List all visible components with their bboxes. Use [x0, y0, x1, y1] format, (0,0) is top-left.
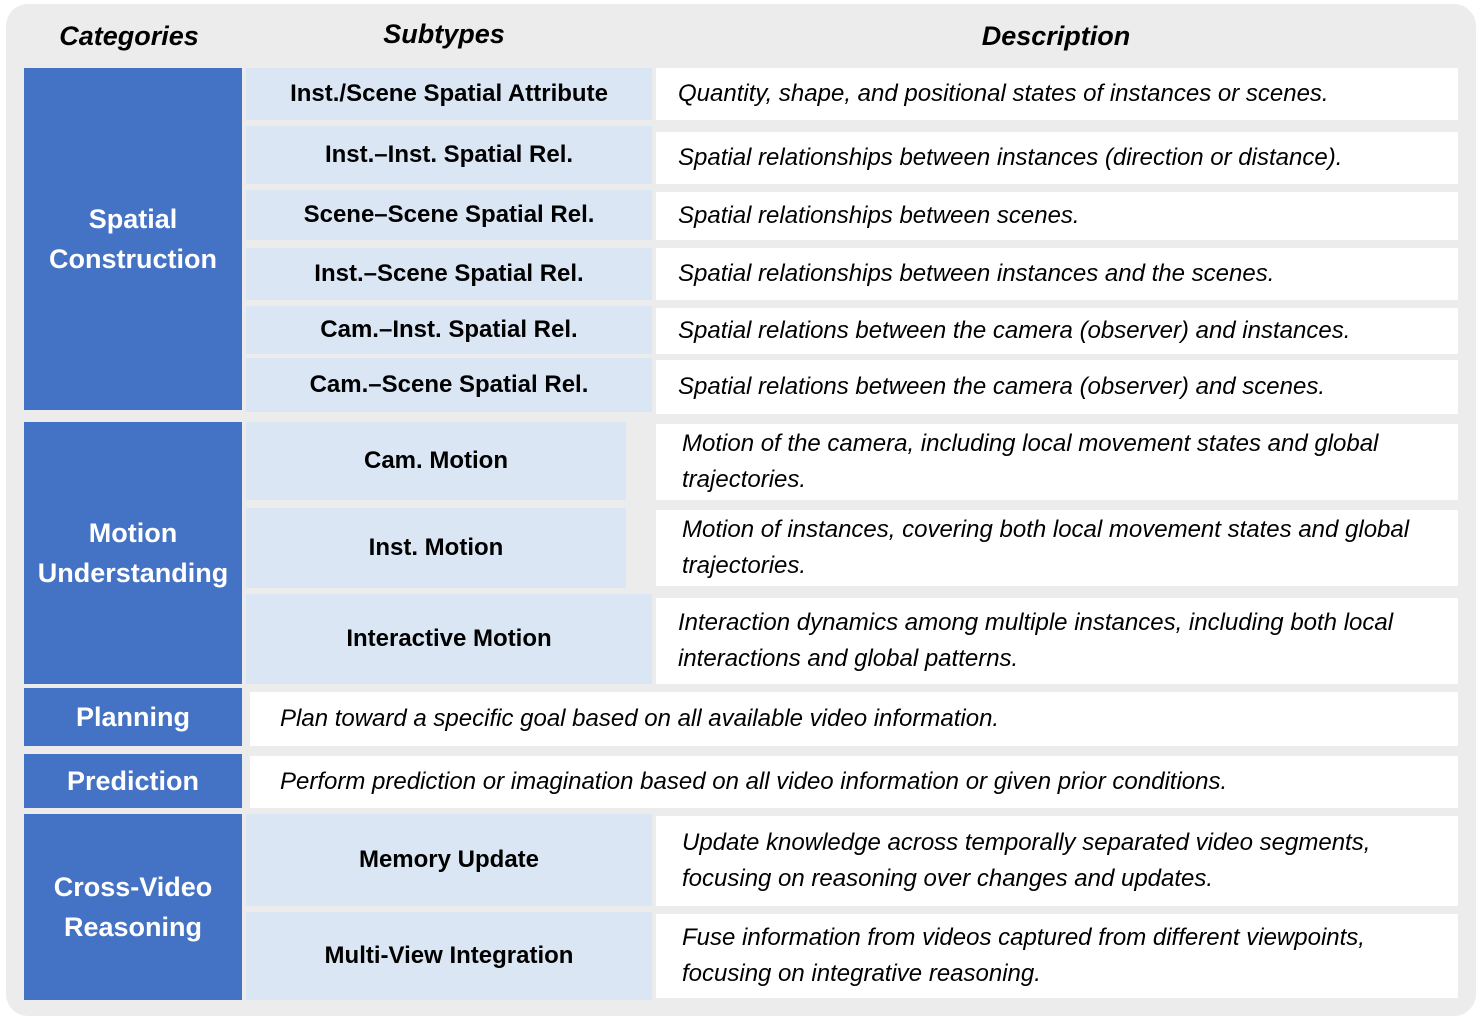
planning-description: Plan toward a specific goal based on all available video information. — [250, 692, 1458, 746]
description-cell: Spatial relationships between scenes. — [656, 192, 1458, 240]
category-cross-video-reasoning — [24, 814, 242, 1000]
category-planning — [24, 688, 242, 746]
description-cell: Spatial relations between the camera (observer) and instances. — [656, 308, 1458, 354]
subtype-cell: Memory Update — [246, 814, 652, 906]
category-label-line1: Spatial — [88, 204, 178, 234]
subtype-cell: Inst./Scene Spatial Attribute — [246, 68, 652, 120]
header-subtypes: Subtypes — [383, 19, 505, 49]
description-cell: Update knowledge across temporally separated video segments, focusing on reasoning over changes and updates. — [656, 816, 1458, 906]
description-cell: Spatial relationships between instances and the scenes. — [656, 248, 1458, 300]
header-description: Description — [981, 21, 1131, 51]
description-cell: Spatial relationships between instances (direction or distance). — [656, 132, 1458, 184]
category-label: Prediction — [66, 766, 200, 796]
category-label-line2: Construction — [49, 244, 217, 274]
subtype-cell: Cam. Motion — [246, 422, 626, 500]
prediction-description: Perform prediction or imagination based on all video information or given prior conditions. — [250, 756, 1458, 808]
subtype-cell: Cam.–Inst. Spatial Rel. — [246, 306, 652, 354]
description-cell: Motion of instances, covering both local movement states and global trajectories. — [656, 510, 1458, 586]
category-label: Planning — [76, 702, 190, 732]
category-label-line2: Reasoning — [63, 912, 202, 942]
description-cell: Quantity, shape, and positional states of instances or scenes. — [656, 68, 1458, 120]
description-cell: Fuse information from videos captured from different viewpoints, focusing on integrative reasoning. — [656, 914, 1458, 998]
category-spatial-construction — [24, 68, 242, 410]
description-cell: Interaction dynamics among multiple instances, including both local interactions and global patterns. — [656, 598, 1458, 684]
subtype-cell: Inst. Motion — [246, 508, 626, 588]
subtype-cell: Scene–Scene Spatial Rel. — [246, 190, 652, 240]
subtype-cell: Interactive Motion — [246, 594, 652, 684]
description-cell: Motion of the camera, including local movement states and global trajectories. — [656, 424, 1458, 500]
category-label-line1: Motion — [88, 518, 178, 548]
subtype-cell: Cam.–Scene Spatial Rel. — [246, 358, 652, 412]
category-label-line1: Cross-Video — [53, 872, 213, 902]
subtype-cell: Inst.–Inst. Spatial Rel. — [246, 126, 652, 184]
description-cell: Spatial relations between the camera (observer) and scenes. — [656, 360, 1458, 414]
category-prediction — [24, 754, 242, 808]
subtype-cell: Multi-View Integration — [246, 912, 652, 1000]
category-motion-understanding — [24, 422, 242, 684]
header-categories: Categories — [59, 21, 199, 51]
category-label-line2: Understanding — [37, 558, 229, 588]
subtype-cell: Inst.–Scene Spatial Rel. — [246, 248, 652, 300]
